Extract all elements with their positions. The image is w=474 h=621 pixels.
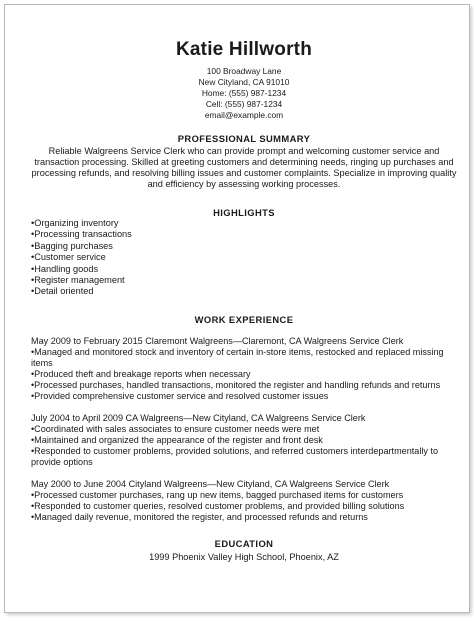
- job-heading: May 2000 to June 2004 Cityland Walgreens—New Cityland, CA Walgreens Service Clerk: [31, 478, 390, 489]
- summary-title: PROFESSIONAL SUMMARY: [177, 133, 311, 144]
- highlights-title: HIGHLIGHTS: [213, 207, 275, 218]
- job-bullet: •Processed customer purchases, rang up new items, bagged purchased items for customers: [31, 489, 404, 500]
- job-entry: [31, 336, 457, 402]
- address-line-1: 100 Broadway Lane: [206, 66, 282, 76]
- job-bullet: •Coordinated with sales associates to ensure customer needs were met: [31, 423, 320, 434]
- job-bullet: •Processed purchases, handled transactions, monitored the register and handling refunds and returns: [31, 379, 441, 390]
- email: email@example.com: [204, 110, 284, 120]
- job-bullet: •Managed and monitored stock and inventory of certain in-store items, restocked and replaced missing items: [31, 346, 444, 368]
- highlight-item: •Handling goods: [31, 263, 99, 274]
- job-bullet: •Produced theft and breakage reports when necessary: [31, 368, 251, 379]
- education-section: [31, 538, 457, 563]
- resume-page: [4, 4, 470, 613]
- summary-text: Reliable Walgreens Service Clerk who can provide prompt and welcoming customer service and transaction processing. Skilled at greeting customers and determining needs, ringing up purchases and processing refunds, and resolving billing issues and customer complaints. Specialize in improving quality and efficiency by assessing working processes.: [31, 146, 457, 189]
- job-heading: July 2004 to April 2009 CA Walgreens—New Cityland, CA Walgreens Service Clerk: [31, 412, 366, 423]
- job-bullet: •Responded to customer problems, provided solutions, and referred customers interdepartmentally to provide options: [31, 445, 439, 467]
- highlight-item: •Bagging purchases: [31, 240, 113, 251]
- job-bullet: •Provided comprehensive customer service and resolved customer issues: [31, 390, 329, 401]
- job-bullets: [31, 347, 457, 402]
- highlight-item: •Detail oriented: [31, 286, 94, 297]
- job-bullets: [31, 424, 457, 468]
- highlight-item: •Organizing inventory: [31, 218, 119, 228]
- job-bullet: •Responded to customer queries, resolved customer problems, and provided billing solutions: [31, 500, 405, 511]
- experience-title: WORK EXPERIENCE: [194, 313, 294, 325]
- contact-block: [31, 66, 457, 121]
- job-heading: May 2009 to February 2015 Claremont Walgreens—Claremont, CA Walgreens Service Clerk: [31, 335, 404, 346]
- cell-phone: Cell: (555) 987-1234: [205, 99, 283, 109]
- address-line-2: New Cityland, CA 91010: [198, 77, 290, 87]
- job-entry: [31, 479, 457, 523]
- highlights-section: [31, 207, 457, 298]
- home-phone: Home: (555) 987-1234: [201, 88, 287, 98]
- highlight-item: •Processing transactions: [31, 229, 132, 240]
- job-bullet: •Maintained and organized the appearance of the register and front desk: [31, 434, 323, 445]
- job-entry: [31, 413, 457, 468]
- education-title: EDUCATION: [214, 537, 274, 549]
- summary-section: [31, 133, 457, 190]
- job-bullet: •Managed daily revenue, monitored the register, and processed refunds and returns: [31, 511, 368, 522]
- highlight-item: •Register management: [31, 275, 125, 286]
- highlight-item: •Customer service: [31, 252, 106, 263]
- candidate-name: Katie Hillworth: [175, 39, 312, 60]
- experience-section: [31, 314, 457, 523]
- education-entry: 1999 Phoenix Valley High School, Phoenix, AZ: [149, 551, 339, 562]
- job-bullets: [31, 490, 457, 523]
- highlights-list: [31, 218, 457, 298]
